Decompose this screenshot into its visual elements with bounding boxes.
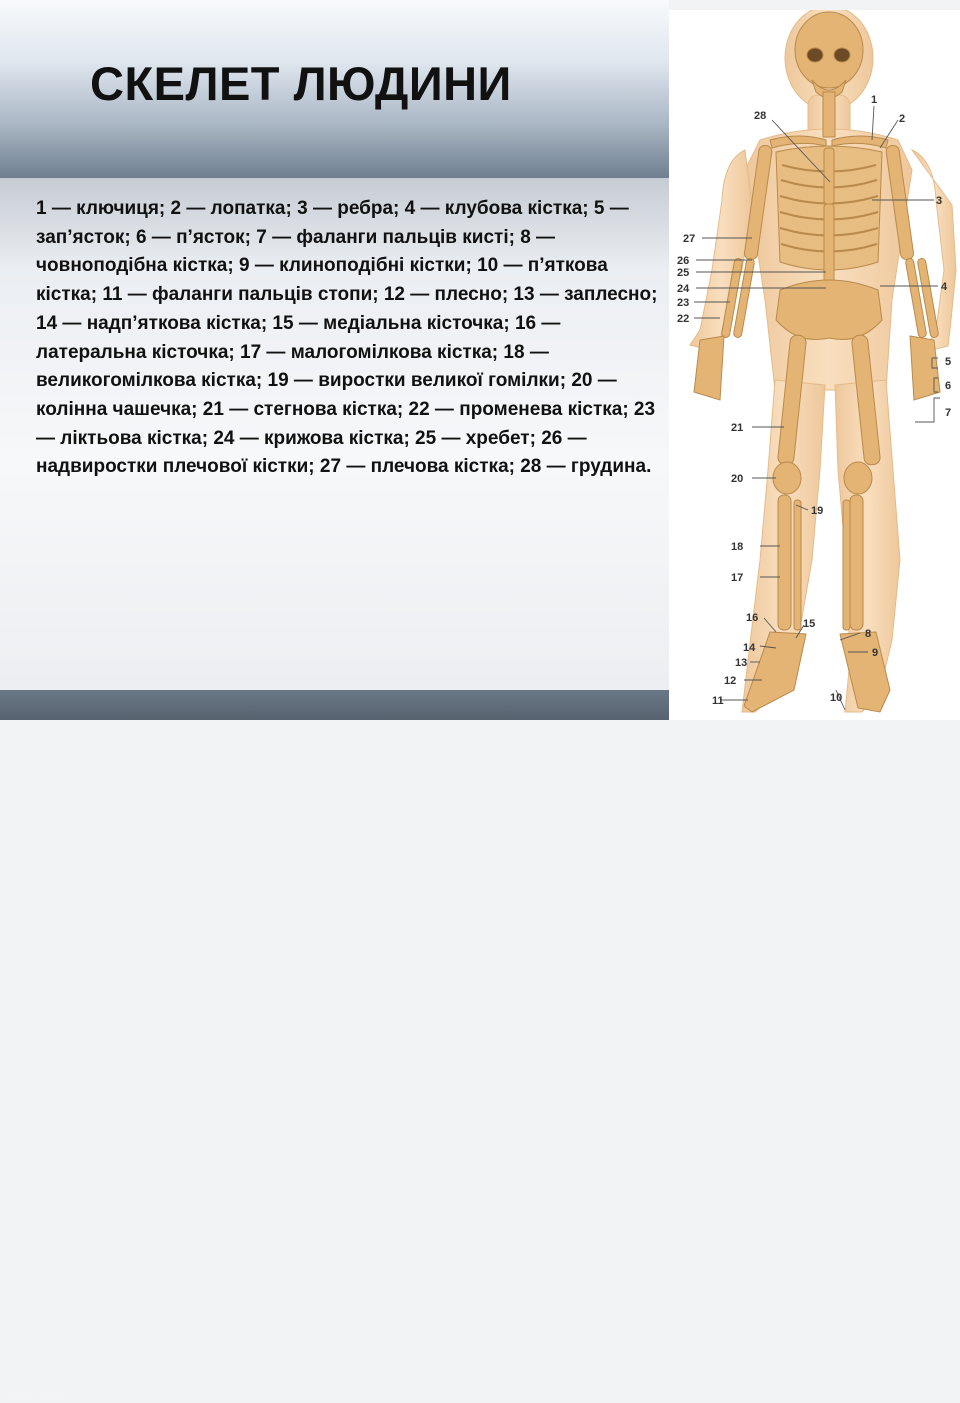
label-21: 21 [731, 422, 744, 434]
label-17: 17 [731, 572, 744, 584]
label-19: 19 [811, 505, 824, 517]
label-23: 23 [677, 297, 690, 309]
label-5: 5 [945, 356, 952, 368]
slide-header [0, 0, 669, 178]
label-27: 27 [683, 233, 696, 245]
label-13: 13 [735, 657, 748, 669]
skeleton-illustration [669, 10, 960, 720]
label-9: 9 [872, 647, 879, 659]
label-2: 2 [899, 113, 906, 125]
label-20: 20 [731, 473, 744, 485]
label-25: 25 [677, 267, 690, 279]
label-11: 11 [712, 695, 724, 707]
label-4: 4 [941, 281, 948, 293]
label-28: 28 [754, 110, 767, 122]
label-18: 18 [731, 541, 744, 553]
label-26: 26 [677, 255, 690, 267]
watermark: fppt.com [8, 1386, 66, 1403]
label-14: 14 [743, 642, 756, 654]
label-15: 15 [803, 618, 816, 630]
label-22: 22 [677, 313, 690, 325]
label-7: 7 [945, 407, 952, 419]
slide-title: СКЕЛЕТ ЛЮДИНИ [90, 57, 512, 110]
label-24: 24 [677, 283, 690, 295]
slide-footer [0, 690, 669, 1403]
label-10: 10 [830, 692, 843, 704]
legend-text: 1 — ключиця; 2 — лопатка; 3 — ребра; 4 — клубова кістка; 5 — зап’ясток; 6 — п’ясток; 7 — фаланги пальців кисті; 8 — човноподібна кістка; 9 — клиноподібні кістки; 10 — п’яткова кістка; 11 — фаланги пальців стопи; 12 — плесно; 13 — заплесно; 14 — надп’яткова кістка; 15 — медіальна кісточка; 16 — латеральна кісточка; 17 — малогомілкова кістка; 18 — великогомілкова кістка; 19 — виростки великої гомілки; 20 — колінна чашечка; 21 — стегнова кістка; 22 — променева кістка; 23 — ліктьова кістка; 24 — крижова кістка; 25 — хребет; 26 — надвиростки плечової кістки; 27 — плечова кістка; 28 — грудина. [36, 198, 658, 478]
label-3: 3 [936, 195, 943, 207]
label-16: 16 [746, 612, 759, 624]
label-6: 6 [945, 380, 952, 392]
label-12: 12 [724, 675, 737, 687]
label-8: 8 [865, 628, 872, 640]
label-1: 1 [871, 94, 878, 106]
